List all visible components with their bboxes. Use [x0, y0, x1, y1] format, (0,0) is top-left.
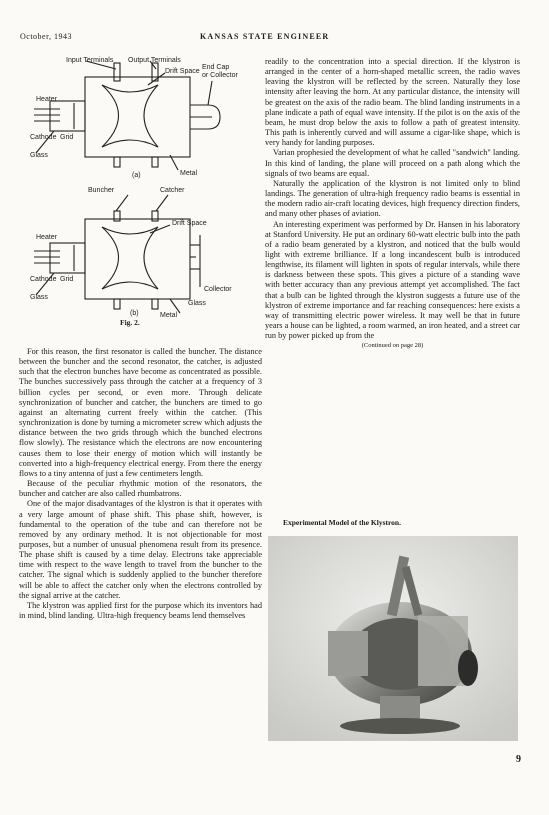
figure-caption: Fig. 2.: [120, 318, 140, 327]
cathode-label-a: Cathode: [30, 134, 57, 141]
paragraph: One of the major disadvantages of the klystron is that it operates with a very large amount of phase shift. This phase shift, however, is fundamental to the operation of the tube and can therefore not be removed by any ordinary method. It is not objectionable for most purposes, but a number of unusual phenomena result from its presence. The phase shift is caused by a time delay. Electrons take appreciable time with respect to the wave length to travel from the buncher to the catcher. The signal which is suddenly applied to the buncher therefore will be able to affect the catcher only when the electrons controlled by the signal arrive at the catcher.: [19, 499, 262, 600]
grid-label-b: Grid: [60, 276, 74, 283]
photo-caption: Experimental Model of the Klystron.: [283, 518, 401, 527]
glass-label-b2: Glass: [188, 300, 206, 307]
collector-label: Collector: [204, 286, 232, 293]
grid-label-a: Grid: [60, 134, 74, 141]
diagram-b-label: (b): [130, 310, 139, 317]
paragraph: Because of the peculiar rhythmic motion of the resonators, the buncher and catcher are also called rhumbatrons.: [19, 479, 262, 499]
klystron-photo: [268, 536, 518, 741]
metal-label-a: Metal: [180, 170, 198, 177]
diagram-b-envelope: [85, 219, 190, 299]
issue-date: October, 1943: [20, 32, 72, 41]
drift-space-label-a: Drift Space: [165, 68, 200, 75]
paragraph: readily to the concentration into a special direction. If the klystron is arranged in the center of a horn-shaped metallic screen, the radio waves leaving the klystron will be reflected by the screen. Naturally they lose intensity after leaving the horn. At any particular distance, the intensity will be greatest on the axis of the radio beam. The blind landing instruments in a plane indicate a path of equal wave intensity. If the pilot is on the axis of the beam, he must drop below the axis to follow a path of greatest intensity. This path is inherently curved and will assume a cigar-like shape, which is very handy for landing purposes.: [265, 57, 520, 148]
diagram-a-envelope: [85, 77, 190, 157]
paragraph: For this reason, the first resonator is called the buncher. The distance between the buncher and the second resonator, the catcher, is adjusted such that the electron bunches have become as concentrated as possible. The bunches successively pass through the catcher at a frequency of 3 billion cycles per second, or even more. Through delicate synchronization of buncher and catcher, the bunchers are timed to go against an alternating current freely within the catcher. (This synchronization is done by turning a micrometer screw which adjusts the distance between the two grids through which the bunched electrons flow slowly). The resistance which the electrons are now encountering causes them to lose their energy of motion which will instantly be converted into a high-frequency electrical energy. From there the energy flows to a tiny antenna of just a few centimeters length.: [19, 347, 262, 478]
running-header: [20, 32, 530, 44]
buncher-label: Buncher: [88, 187, 115, 194]
paragraph: The klystron was applied first for the purpose which its inventors had in mind, blind landing. Ultra-high frequency beams lend themselves: [19, 600, 262, 621]
paragraph: An interesting experiment was performed by Dr. Hansen in his laboratory at Stanford University. He put an ordinary 60-watt electric bulb into the path of a radio beam generated by a klystron, and noticed that the bulb would light with extreme brilliance. If a long incandescent bulb is introduced lengthwise, its filament will lighten in spots of regular intervals, while there is darkness between these spots. This gives a picture of a standing wave with better accuracy than any previous attempt yet accomplished. The fact that a bulb can be lighted through the klystron suggests a future use of the klystron of extreme importance and far reaching consequences: here exists a way of transmitting electric power wireless. It may well be that in future years a house can be lighted, a room warmed, an iron heated, and a street car run by power picked up from the: [265, 219, 520, 341]
heater-label-b: Heater: [36, 234, 58, 241]
page-number: 9: [516, 754, 521, 765]
klystron-photo-image: [268, 536, 518, 741]
paragraph: Varian prophesied the development of what he called "sandwich" landing. In this kind of landing, the plane will proceed on a path along which the signals of two beams are equal.: [265, 148, 520, 178]
output-terminals-label: Output Terminals: [128, 57, 181, 64]
continued-note: (Continued on page 28): [361, 342, 424, 350]
catcher-label: Catcher: [160, 187, 185, 194]
heater-label-a: Heater: [36, 96, 58, 103]
paragraph: Naturally the application of the klystron is not limited only to blind landings. The generation of ultra-high frequency radio beams is essential in the modern radio air-craft locating devices, high frequency direction finders, and many other phases of aviation.: [265, 178, 520, 219]
input-terminals-label: Input Terminals: [66, 57, 114, 64]
or-collector-label: or Collector: [202, 72, 238, 79]
left-column: [19, 347, 262, 621]
cathode-label-b: Cathode: [30, 276, 57, 283]
metal-label-b: Metal: [160, 312, 178, 319]
glass-label-a: Glass: [30, 152, 48, 159]
end-cap-label: End Cap: [202, 64, 230, 71]
journal-title: KANSAS STATE ENGINEER: [200, 32, 330, 41]
right-column: [265, 57, 520, 352]
glass-label-b: Glass: [30, 294, 48, 301]
klystron-diagram: [30, 55, 245, 340]
drift-space-label-b: Drift Space: [172, 220, 207, 227]
diagram-a-label: (a): [132, 172, 141, 179]
